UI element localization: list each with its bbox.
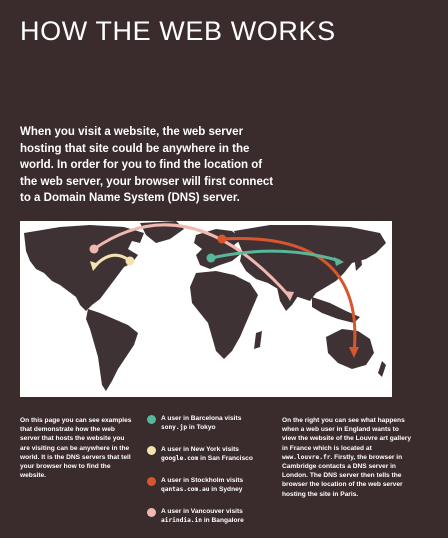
legend-item-new-york (147, 445, 275, 463)
legend-text: A user in Vancouver visits (161, 508, 243, 515)
right-text-after: . Firstly, the browser in Cambridge contacts a DNS server in London. The DNS server then tells the browser the location of the web server hosting the site in Paris. (282, 453, 403, 498)
legend-destination: in Tokyo (188, 424, 216, 431)
legend-dot-icon (147, 415, 156, 424)
legend-domain: airindia.in (161, 517, 202, 524)
legend-destination: in San Francisco (200, 455, 253, 462)
right-text-domain: www.louvre.fr (282, 453, 331, 461)
map-legend (147, 414, 275, 538)
legend-item-vancouver (147, 507, 275, 525)
right-explanation (282, 416, 412, 499)
legend-domain: qantas.com.au (161, 486, 210, 493)
legend-dot-icon (147, 446, 156, 455)
intro-paragraph: When you visit a website, the web server hosting that site could be anywhere in the world. In order for you to find the location of the web server, your browser will first connect to a Domain Name System (DNS) server. (20, 126, 274, 204)
legend-text: A user in Barcelona visits (161, 415, 242, 422)
legend-domain: google.com (161, 455, 199, 462)
legend-item-barcelona (147, 414, 275, 432)
dot-barcelona (207, 254, 216, 263)
page-title: HOW THE WEB WORKS (20, 16, 336, 46)
world-map-graphic (20, 221, 392, 397)
right-text-before: On the right you can see what happens when a web user in England wants to view the website of the Louvre art gallery in France which is located at (282, 417, 411, 452)
left-explanation: On this page you can see examples that demonstrate how the web server that hosts the website you are visiting can be anywhere in the world. It is the DNS servers that tell your browser how to find the website. (20, 417, 132, 480)
world-map (20, 221, 392, 397)
dot-vancouver (90, 245, 99, 254)
dot-stockholm (218, 235, 227, 244)
legend-destination: in Sydney (211, 486, 243, 493)
legend-text: A user in New York visits (161, 446, 239, 453)
legend-item-stockholm (147, 476, 275, 494)
legend-dot-icon (147, 508, 156, 517)
legend-destination: in Bangalore (203, 517, 244, 524)
legend-dot-icon (147, 477, 156, 486)
dot-new-york (126, 257, 135, 266)
legend-text: A user in Stockholm visits (161, 477, 244, 484)
legend-domain: sony.jp (161, 424, 188, 431)
